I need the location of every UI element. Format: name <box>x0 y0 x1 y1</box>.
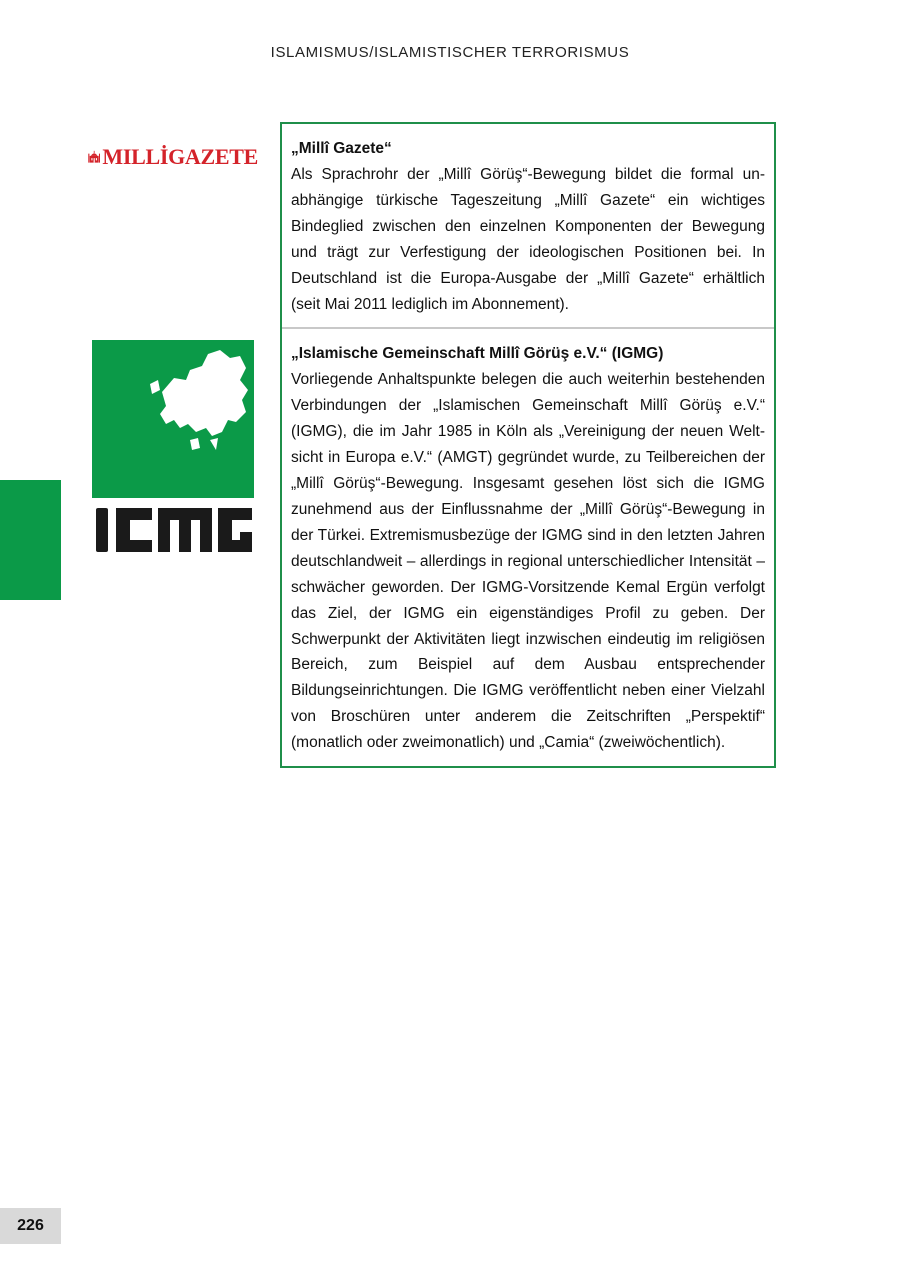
section-title: „Islamische Gemeinschaft Millî Görüş e.V.“ (IGMG) <box>291 345 664 363</box>
europe-crescent-icon <box>90 340 256 560</box>
igmg-logo <box>90 340 256 560</box>
section-body: Als Sprachrohr der „Millî Görüş“-Bewegung bildet die formal unabhängige türkische Tageszeitung „Millî Gazete“ ein wichtiges Bindeglied zwischen den einzelnen Komponenten der Bewegung und trägt zur Verfestigung der ideologischen Positionen bei. In Deutschland ist die Europa-Ausgabe der „Millî Gazete“ erhältlich (seit Mai 2011 lediglich im Abonnement). <box>291 166 765 313</box>
section-milli-gazete <box>282 124 774 327</box>
milli-gazete-wordmark: MILLİGAZETE <box>102 144 258 169</box>
section-title: „Millî Gazete“ <box>291 140 392 157</box>
content-box <box>280 122 776 768</box>
section-body: Vorliegende Anhaltspunkte belegen die auch weiterhin bestehenden Verbindungen der „Islamischen Gemeinschaft Millî Görüş e.V.“ (IGMG), die im Jahr 1985 in Köln als „Vereinigung der neuen Weltsicht in Europa e.V.“ (AMGT) gegründet wurde, zu Teilbereichen der „Millî Görüş“-Bewegung. Insgesamt gesehen löst sich die IGMG zunehmend aus der Einflussnahme der „Millî Görüş“-Bewegung in der Türkei. Extremismusbezüge der IGMG sind in den letzten Jahren deutschlandweit – allerdings in regional unterschiedlicher Intensität – schwächer geworden. Der IGMG-Vorsitzende Kemal Ergün verfolgt das Ziel, der IGMG ein eigenständiges Profil zu geben. Der Schwerpunkt der Aktivitäten liegt inzwischen eindeutig im religiösen Bereich, zum Beispiel auf dem Ausbau entsprechender Bildungseinrichtungen. Die IGMG veröffentlicht neben einer Vielzahl von Broschüren unter anderem die Zeitschriften „Perspektif“ (monatlich oder zweimonatlich) und „Camia“ (zweiwöchentlich). <box>291 371 765 752</box>
mosque-icon <box>88 145 100 169</box>
milli-gazete-logo <box>88 142 258 172</box>
section-igmg <box>282 327 774 766</box>
chapter-side-tab <box>0 480 61 600</box>
running-header: ISLAMISMUS/ISLAMISTISCHER TERRORISMUS <box>270 44 630 61</box>
page-number: 226 <box>0 1208 61 1244</box>
